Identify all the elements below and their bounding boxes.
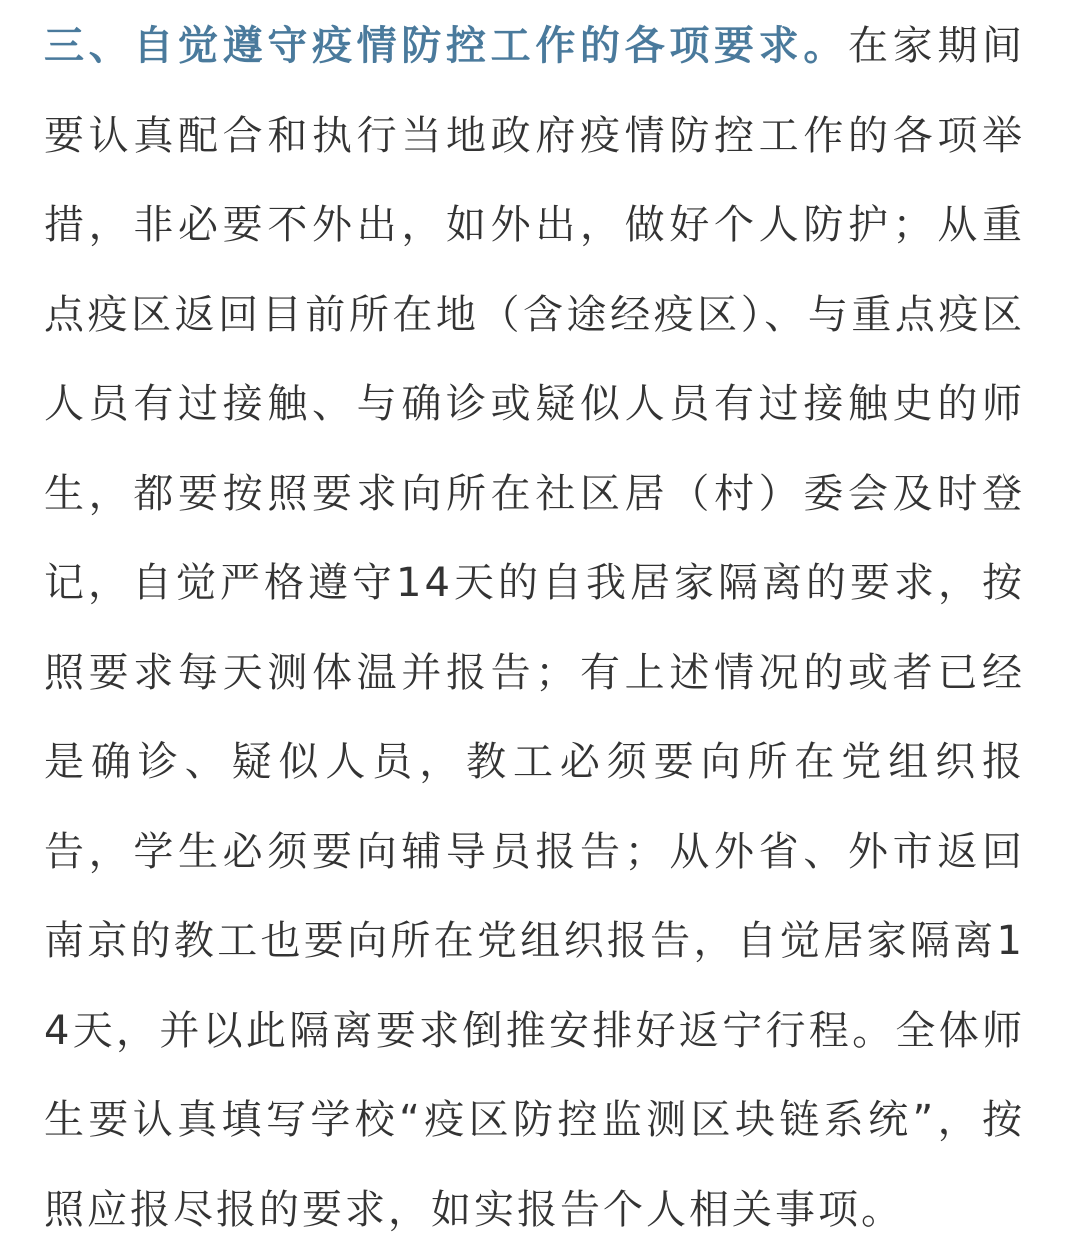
paragraph-body: 在家期间要认真配合和执行当地政府疫情防控工作的各项举措，非必要不外出，如外出，做好个人防护；从重点疫区返回目前所在地（含途经疫区）、与重点疫区人员有过接触、与确诊或疑似人员有过接触史的师生，都要按照要求向所在社区居（村）委会及时登记，自觉严格遵守14天的自我居家隔离的要求，按照要求每天测体温并报告；有上述情况的或者已经是确诊、疑似人员，教工必须要向所在党组织报告，学生必须要向辅导员报告；从外省、外市返回南京的教工也要向所在党组织报告，自觉居家隔离14天，并以此隔离要求倒推安排好返宁行程。全体师生要认真填写学校“疫区防控监测区块链系统”，按照应报尽报的要求，如实报告个人相关事项。 — [44, 23, 1026, 1233]
article-paragraph — [44, 0, 1025, 1255]
section-heading: 三、自觉遵守疫情防控工作的各项要求。 — [44, 23, 848, 69]
